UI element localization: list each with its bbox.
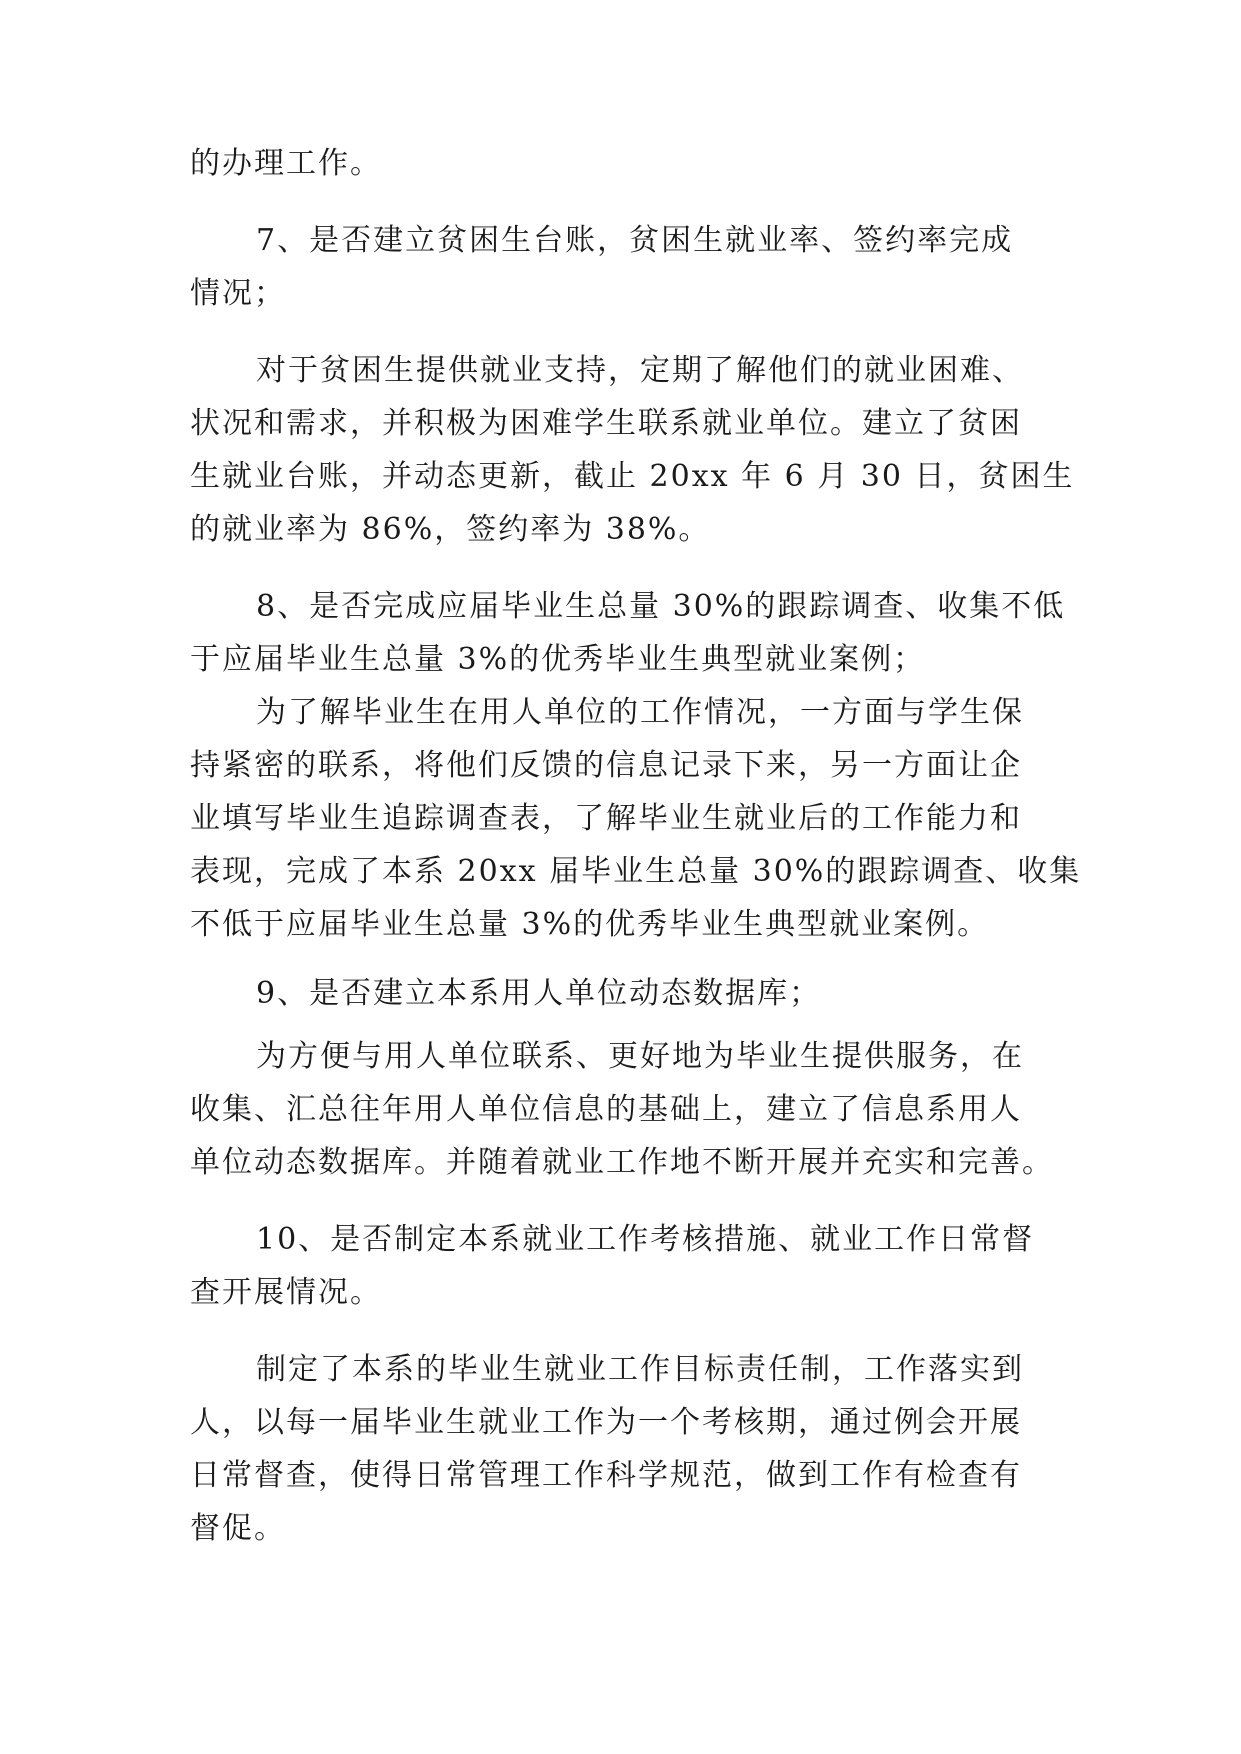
- text-line: 生就业台账，并动态更新，截止 20xx 年 6 月 30 日，贫困生: [190, 459, 1075, 494]
- text-line: 表现，完成了本系 20xx 届毕业生总量 30%的跟踪调查、收集: [190, 854, 1082, 889]
- text-line: 查开展情况。: [190, 1275, 382, 1310]
- text-line: 的办理工作。: [190, 146, 382, 181]
- section-heading: 8、是否完成应届毕业生总量 30%的跟踪调查、收集不低: [256, 589, 1066, 624]
- paragraph-first-line: 为方便与用人单位联系、更好地为毕业生提供服务，在: [256, 1039, 1024, 1074]
- paragraph-first-line: 制定了本系的毕业生就业工作目标责任制，工作落实到: [256, 1352, 1024, 1387]
- text-line: 的就业率为 86%，签约率为 38%。: [190, 512, 711, 547]
- section-heading: 10、是否制定本系就业工作考核措施、就业工作日常督: [256, 1222, 1035, 1257]
- text-line: 情况；: [190, 276, 286, 311]
- section-heading: 9、是否建立本系用人单位动态数据库；: [256, 976, 822, 1011]
- text-line: 收集、汇总往年用人单位信息的基础上，建立了信息系用人: [190, 1092, 1022, 1127]
- text-line: 日常督查，使得日常管理工作科学规范，做到工作有检查有: [190, 1458, 1022, 1493]
- text-line: 于应届毕业生总量 3%的优秀毕业生典型就业案例；: [190, 642, 926, 677]
- paragraph-first-line: 为了解毕业生在用人单位的工作情况，一方面与学生保: [256, 695, 1024, 730]
- text-line: 单位动态数据库。并随着就业工作地不断开展并充实和完善。: [190, 1145, 1054, 1180]
- section-heading: 7、是否建立贫困生台账，贫困生就业率、签约率完成: [256, 223, 1014, 258]
- paragraph-first-line: 对于贫困生提供就业支持，定期了解他们的就业困难、: [256, 353, 1024, 388]
- text-line: 持紧密的联系，将他们反馈的信息记录下来，另一方面让企: [190, 748, 1022, 783]
- text-line: 不低于应届毕业生总量 3%的优秀毕业生典型就业案例。: [190, 907, 990, 942]
- text-line: 状况和需求，并积极为困难学生联系就业单位。建立了贫困: [190, 406, 1022, 441]
- text-line: 督促。: [190, 1511, 286, 1546]
- text-line: 人，以每一届毕业生就业工作为一个考核期，通过例会开展: [190, 1405, 1022, 1440]
- text-line: 业填写毕业生追踪调查表，了解毕业生就业后的工作能力和: [190, 801, 1022, 836]
